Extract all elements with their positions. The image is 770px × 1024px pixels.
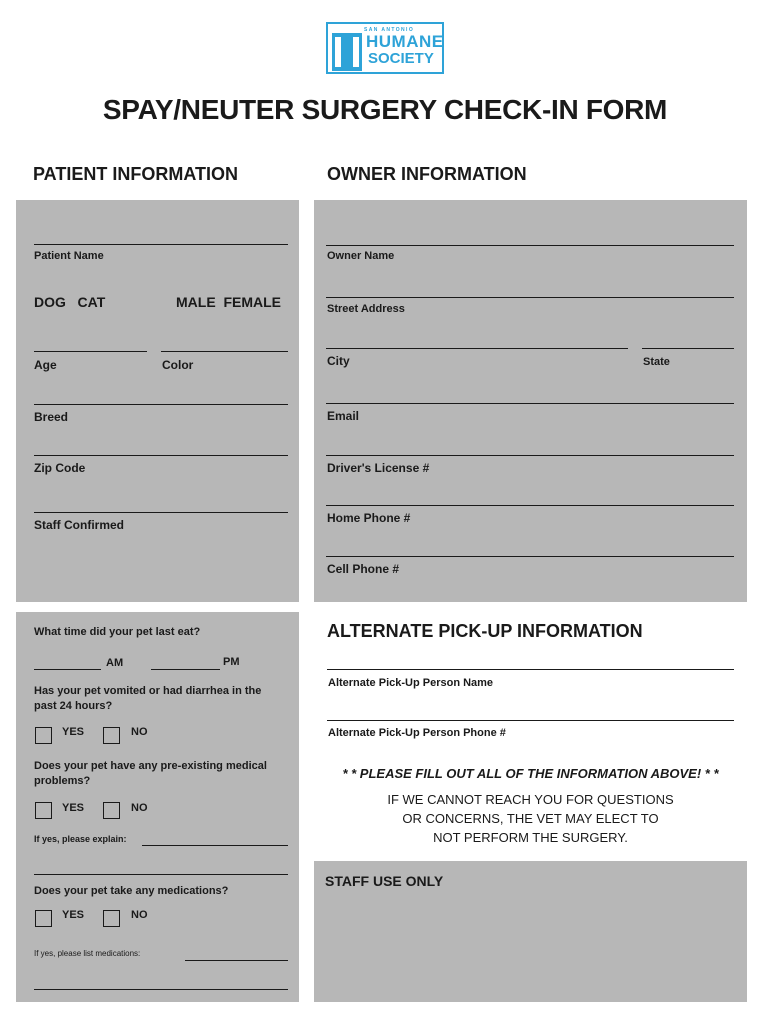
owner-name-field[interactable] — [326, 245, 734, 246]
fill-out-notice: * * PLEASE FILL OUT ALL OF THE INFORMATION ABOVE! * * — [342, 766, 719, 781]
last-eat-question: What time did your pet last eat? — [34, 626, 201, 638]
pm-time-field[interactable] — [151, 669, 220, 670]
meds-no-checkbox[interactable] — [103, 910, 120, 927]
am-label: AM — [106, 657, 124, 669]
home-phone-label: Home Phone # — [327, 511, 411, 525]
warning-line-3: NOT PERFORM THE SURGERY. — [433, 830, 628, 845]
patient-name-field[interactable] — [34, 244, 288, 245]
owner-name-label: Owner Name — [327, 250, 395, 262]
vomit-no-checkbox[interactable] — [103, 727, 120, 744]
owner-heading: OWNER INFORMATION — [327, 164, 527, 184]
home-phone-field[interactable] — [326, 505, 734, 506]
staff-use-panel — [314, 861, 747, 1002]
staff-use-heading: STAFF USE ONLY — [325, 873, 444, 889]
zip-label: Zip Code — [34, 461, 86, 475]
meds-yes-checkbox[interactable] — [35, 910, 52, 927]
email-field[interactable] — [326, 403, 734, 404]
preexisting-question: Does your pet have any pre-existing medical problems? — [34, 760, 267, 787]
medications-question: Does your pet take any medications? — [34, 885, 229, 897]
state-label: State — [643, 356, 670, 368]
cell-phone-field[interactable] — [326, 556, 734, 557]
state-field[interactable] — [642, 348, 734, 349]
city-field[interactable] — [326, 348, 628, 349]
color-field[interactable] — [161, 351, 288, 352]
zip-field[interactable] — [34, 455, 288, 456]
meds-no-label: NO — [131, 909, 148, 921]
form-title: SPAY/NEUTER SURGERY CHECK-IN FORM — [102, 94, 668, 125]
warning-line-1: IF WE CANNOT REACH YOU FOR QUESTIONS — [387, 792, 674, 807]
list-meds-label: If yes, please list medications: — [34, 949, 141, 958]
sex-options[interactable]: MALE FEMALE — [176, 294, 281, 310]
staff-confirmed-label: Staff Confirmed — [34, 518, 124, 532]
logo-line1: HUMANE — [366, 32, 444, 51]
preexisting-no-checkbox[interactable] — [103, 802, 120, 819]
list-meds-field[interactable] — [185, 960, 288, 961]
street-label: Street Address — [327, 303, 405, 315]
meds-yes-label: YES — [62, 909, 85, 921]
humane-society-logo — [326, 22, 444, 74]
am-time-field[interactable] — [34, 669, 101, 670]
alternate-name-label: Alternate Pick-Up Person Name — [328, 677, 494, 689]
explain-label: If yes, please explain: — [34, 834, 127, 844]
license-label: Driver's License # — [327, 461, 430, 475]
color-label: Color — [162, 358, 194, 372]
alternate-heading: ALTERNATE PICK-UP INFORMATION — [327, 621, 643, 641]
logo-top-text: SAN ANTONIO — [364, 27, 415, 33]
staff-confirmed-field[interactable] — [34, 512, 288, 513]
vomit-no-label: NO — [131, 726, 148, 738]
explain-field[interactable] — [142, 845, 288, 846]
preexisting-yes-label: YES — [62, 802, 85, 814]
logo-mark-icon — [332, 33, 362, 71]
alternate-phone-field[interactable] — [327, 720, 734, 721]
vomit-yes-label: YES — [62, 726, 85, 738]
cell-phone-label: Cell Phone # — [327, 562, 400, 576]
explain-field-2[interactable] — [34, 874, 288, 875]
patient-heading: PATIENT INFORMATION — [33, 164, 238, 184]
preexisting-yes-checkbox[interactable] — [35, 802, 52, 819]
medical-panel — [16, 612, 299, 1002]
alternate-phone-label: Alternate Pick-Up Person Phone # — [328, 727, 506, 739]
species-options[interactable]: DOG CAT — [34, 294, 106, 310]
city-label: City — [327, 354, 350, 368]
warning-line-2: OR CONCERNS, THE VET MAY ELECT TO — [402, 811, 659, 826]
age-field[interactable] — [34, 351, 147, 352]
vomit-yes-checkbox[interactable] — [35, 727, 52, 744]
license-field[interactable] — [326, 455, 734, 456]
street-field[interactable] — [326, 297, 734, 298]
preexisting-no-label: NO — [131, 802, 148, 814]
list-meds-field-2[interactable] — [34, 989, 288, 990]
logo-line2: SOCIETY — [368, 50, 434, 67]
breed-field[interactable] — [34, 404, 288, 405]
pm-label: PM — [223, 656, 240, 668]
email-label: Email — [327, 409, 360, 423]
vomit-question: Has your pet vomited or had diarrhea in the past 24 hours? — [34, 685, 262, 712]
patient-name-label: Patient Name — [34, 250, 104, 262]
breed-label: Breed — [34, 410, 69, 424]
alternate-name-field[interactable] — [327, 669, 734, 670]
patient-panel — [16, 200, 299, 602]
owner-panel — [314, 200, 747, 602]
age-label: Age — [34, 358, 57, 372]
